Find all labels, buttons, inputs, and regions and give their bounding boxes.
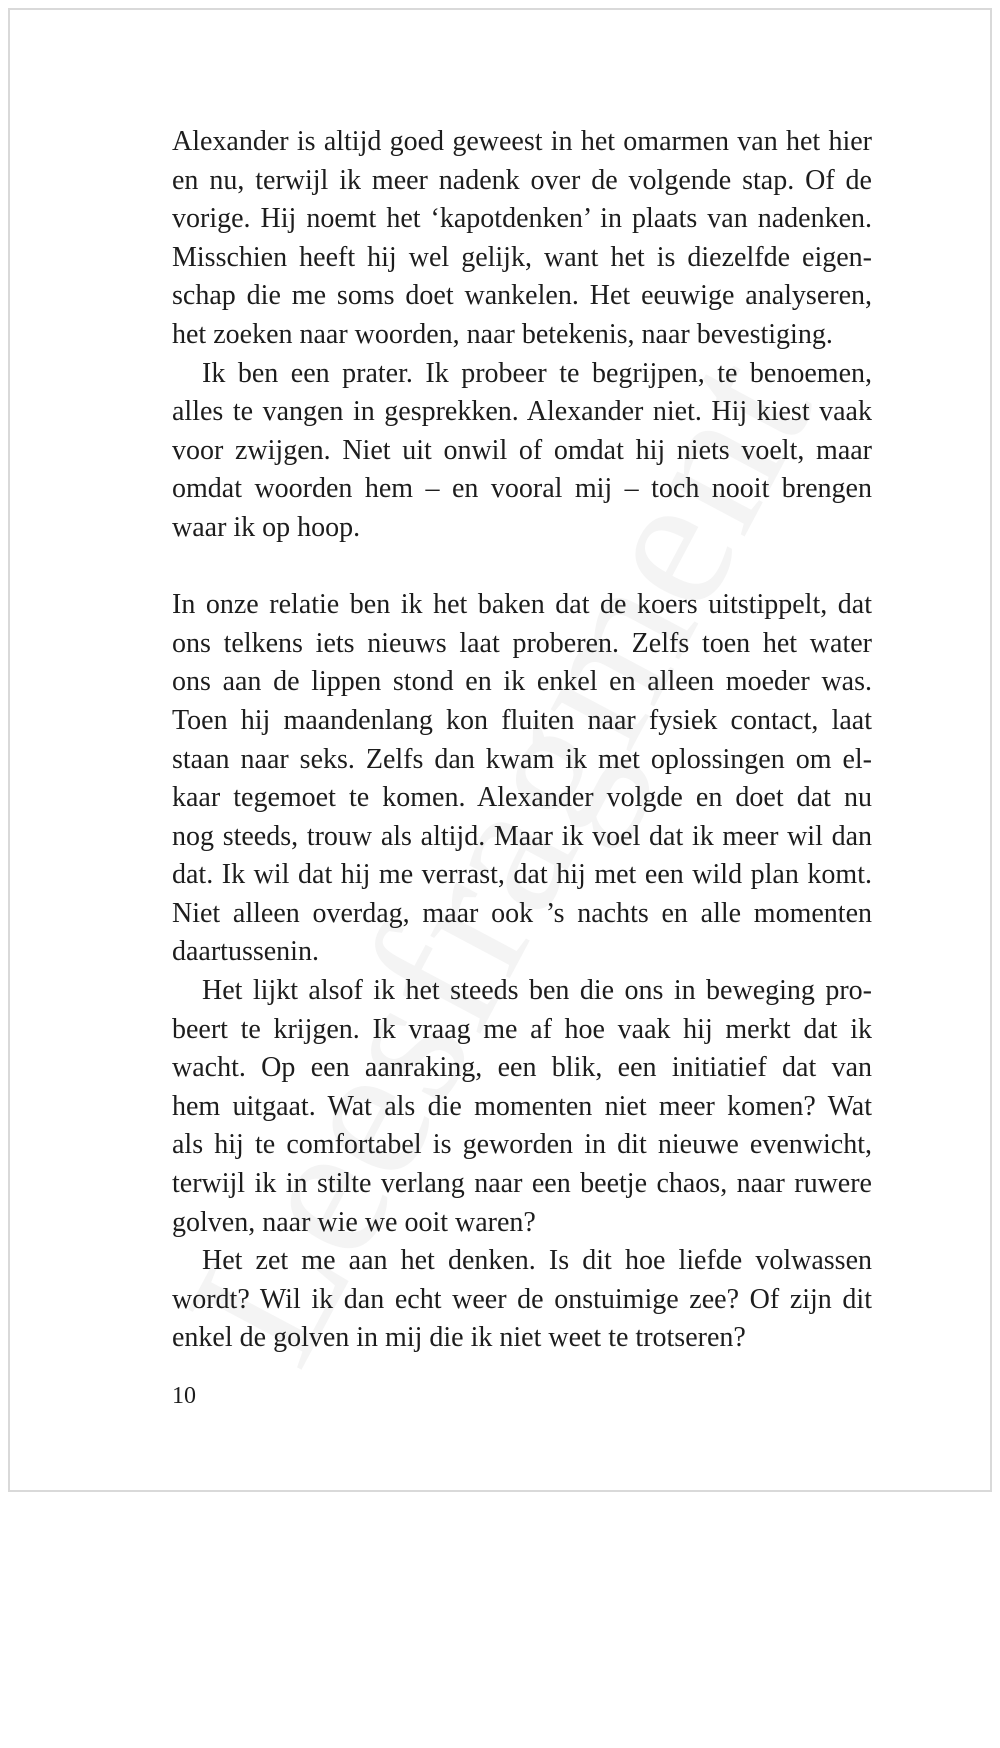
text-line: Alexander is altijd goed geweest in het omarmen van het hier	[172, 126, 872, 157]
text-line: Ik ben een prater. Ik probeer te begrijpen, te benoemen,	[202, 357, 872, 389]
text-line: In onze relatie ben ik het baken dat de koers uitstippelt, dat	[172, 589, 872, 621]
text-line: staan naar seks. Zelfs dan kwam ik met oplossingen om el-	[172, 743, 872, 775]
text-line: wacht. Op een aanraking, een blik, een initiatief dat van	[172, 1052, 872, 1084]
text-line: vorige. Hij noemt het ‘kapotdenken’ in plaats van nadenken.	[172, 203, 872, 235]
text-line: als hij te comfortabel is geworden in dit nieuwe evenwicht,	[172, 1129, 872, 1161]
text-line: voor zwijgen. Niet uit onwil of omdat hij niets voelt, maar	[172, 434, 872, 466]
text-line: ons telkens iets nieuws laat proberen. Zelfs toen het water	[172, 627, 872, 659]
text-line: Het lijkt alsof ik het steeds ben die ons in beweging pro-	[202, 975, 872, 1007]
text-line: wordt? Wil ik dan echt weer de onstuimige zee? Of zijn dit	[172, 1283, 872, 1315]
text-line: Misschien heeft hij wel gelijk, want het is diezelfde eigen-	[172, 241, 872, 273]
text-line: en nu, terwijl ik meer nadenk over de volgende stap. Of de	[172, 164, 872, 196]
text-line: Toen hij maandenlang kon fluiten naar fysiek contact, laat	[172, 704, 872, 736]
text-line: kaar tegemoet te komen. Alexander volgde en doet dat nu	[172, 782, 872, 814]
text-line: ons aan de lippen stond en ik enkel en alleen moeder was.	[172, 666, 872, 698]
text-line: schap die me soms doet wankelen. Het eeuwige analyseren,	[172, 280, 872, 312]
text-line: beert te krijgen. Ik vraag me af hoe vaak hij merkt dat ik	[172, 1013, 872, 1045]
text-line: het zoeken naar woorden, naar betekenis, naar bevestiging.	[172, 318, 833, 350]
paragraph	[172, 1242, 872, 1358]
text-line: hem uitgaat. Wat als die momenten niet meer komen? Wat	[172, 1090, 872, 1122]
text-line: daartussenin.	[172, 936, 319, 968]
text-line: dat. Ik wil dat hij me verrast, dat hij met een wild plan komt.	[172, 859, 872, 891]
paragraph	[172, 123, 872, 355]
page-number: 10	[172, 1383, 196, 1409]
text-line: omdat woorden hem – en vooral mij – toch nooit brengen	[172, 473, 872, 505]
text-line: terwijl ik in stilte verlang naar een beetje chaos, naar ruwere	[172, 1168, 872, 1200]
paragraph	[172, 586, 872, 972]
section-break	[172, 548, 872, 587]
text-line: enkel de golven in mij die ik niet weet te trotseren?	[172, 1322, 746, 1354]
text-line: alles te vangen in gesprekken. Alexander niet. Hij kiest vaak	[172, 396, 872, 428]
text-line: Niet alleen overdag, maar ook ’s nachts en alle momenten	[172, 897, 872, 929]
text-line: waar ik op hoop.	[172, 511, 361, 543]
paragraph	[172, 355, 872, 548]
body-text	[172, 123, 872, 1358]
paragraph	[172, 972, 872, 1242]
text-line: golven, naar wie we ooit waren?	[172, 1206, 536, 1238]
text-line: nog steeds, trouw als altijd. Maar ik voel dat ik meer wil dan	[172, 820, 872, 852]
text-line: Het zet me aan het denken. Is dit hoe liefde volwassen	[202, 1245, 872, 1277]
